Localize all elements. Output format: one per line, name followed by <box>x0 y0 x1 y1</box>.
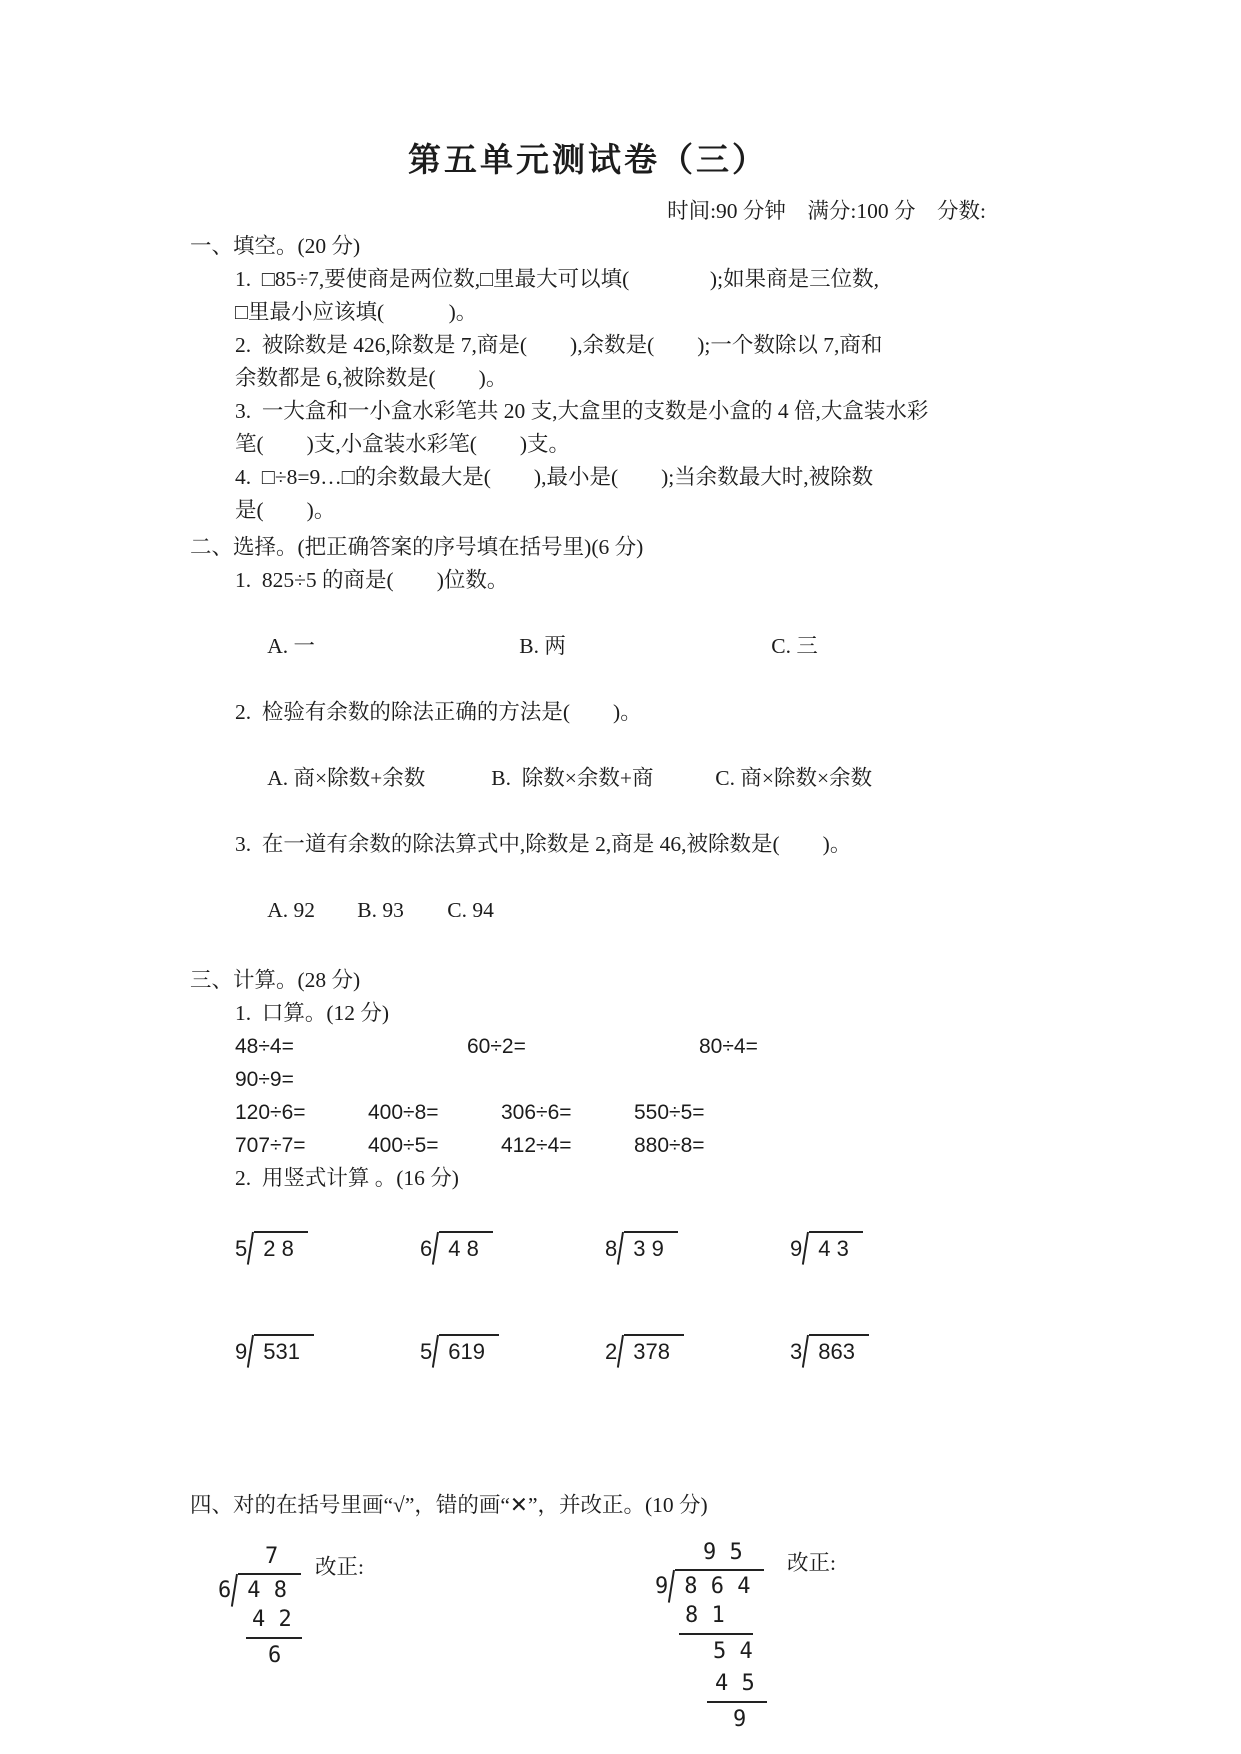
choice-option: B. 93 <box>357 898 404 922</box>
longdiv-divisor: 6 <box>420 1236 433 1261</box>
division-row <box>655 1569 764 1602</box>
longdiv-dividend: 4 3 <box>809 1231 863 1264</box>
oral-problem: 60÷2= <box>467 1035 526 1058</box>
fill-item-1-line-2: □里最小应该填( )。 <box>235 300 478 324</box>
longdiv-dividend: 531 <box>254 1334 314 1367</box>
exam-meta: 时间:90 分钟 满分:100 分 分数: <box>667 199 986 223</box>
correct-label-left: 改正: <box>315 1555 364 1579</box>
correct-label-right: 改正: <box>787 1551 836 1575</box>
oral-problem: 707÷7= <box>235 1134 306 1157</box>
page-title: 第五单元测试卷（三） <box>408 143 768 179</box>
vertical-calc-heading: 2. 用竖式计算 。(16 分) <box>235 1166 459 1190</box>
longdiv-problem <box>790 1231 863 1264</box>
oral-problem: 48÷4= <box>235 1035 294 1058</box>
section-fill-blanks <box>190 230 986 527</box>
fill-item-3-line-2: 笔( )支,小盒装水彩笔( )支。 <box>235 432 571 456</box>
oral-calc-row-2 <box>235 1096 986 1129</box>
section-fill-heading: 一、填空。(20 分) <box>190 234 361 258</box>
choice-option: C. 三 <box>771 634 818 658</box>
fill-item-4-line-1: 4. □÷8=9…□的余数最大是( ),最小是( );当余数最大时,被除数 <box>235 465 874 489</box>
choice-options-row-2 <box>235 729 986 828</box>
longdiv-divisor: 2 <box>605 1339 618 1364</box>
choice-option: A. 商×除数+余数 <box>267 766 426 790</box>
choice-options-row-3 <box>235 861 986 960</box>
longdiv-divisor: 5 <box>235 1236 248 1261</box>
longdiv-divisor: 9 <box>790 1236 803 1261</box>
choice-option: B. 两 <box>519 634 566 658</box>
choice-option: A. 92 <box>267 898 316 922</box>
section-choice <box>190 531 986 960</box>
longdiv-divisor: 5 <box>420 1339 433 1364</box>
oral-problem: 306÷6= <box>501 1101 572 1124</box>
oral-calc-heading: 1. 口算。(12 分) <box>235 1001 390 1025</box>
longdiv-divisor: 8 <box>605 1236 618 1261</box>
fill-item-2-line-2: 余数都是 6,被除数是( )。 <box>235 366 508 390</box>
work-step: 8 1 <box>679 1603 753 1635</box>
longdiv-problem <box>235 1231 420 1264</box>
oral-calc-row-3 <box>235 1129 986 1162</box>
section-choice-heading: 二、选择。(把正确答案的序号填在括号里)(6 分) <box>190 535 644 559</box>
quotient-line: 9 5 <box>703 1540 743 1565</box>
division-row <box>218 1573 301 1606</box>
longdiv-dividend: 619 <box>439 1334 499 1367</box>
choice-options-row-1 <box>235 597 986 696</box>
oral-problem: 120÷6= <box>235 1101 306 1124</box>
longdiv-problem <box>605 1231 790 1264</box>
work-step: 4 5 <box>707 1671 767 1703</box>
oral-problem: 80÷4= <box>699 1035 758 1058</box>
check-work-area <box>190 1526 986 1754</box>
longdiv-dividend: 4 8 <box>238 1573 301 1606</box>
oral-calc-row-1 <box>235 1030 986 1096</box>
fill-item-3-line-1: 3. 一大盒和一小盒水彩笔共 20 支,大盒里的支数是小盒的 4 倍,大盒装水彩 <box>235 399 929 423</box>
longdiv-divisor: 6 <box>218 1578 232 1603</box>
longdiv-problem <box>235 1334 420 1367</box>
oral-problem: 400÷8= <box>368 1101 439 1124</box>
section-check <box>190 1489 986 1754</box>
section-check-heading: 四、对的在括号里画“√”，错的画“✕”，并改正。(10 分) <box>190 1493 708 1517</box>
longdiv-problem <box>420 1334 605 1367</box>
longdiv-row-1 <box>235 1231 986 1264</box>
remainder: 9 <box>733 1707 747 1732</box>
choice-question-2: 2. 检验有余数的除法正确的方法是( )。 <box>235 700 642 724</box>
longdiv-row-2 <box>235 1334 986 1367</box>
longdiv-problem <box>605 1334 790 1367</box>
choice-option: B. 除数×余数+商 <box>491 766 654 790</box>
choice-option: C. 94 <box>447 898 494 922</box>
quotient-line: 7 <box>265 1544 279 1569</box>
oral-problem: 880÷8= <box>634 1134 705 1157</box>
choice-question-3: 3. 在一道有余数的除法算式中,除数是 2,商是 46,被除数是( )。 <box>235 832 852 856</box>
remainder: 6 <box>268 1643 282 1668</box>
oral-problem: 400÷5= <box>368 1134 439 1157</box>
longdiv-problem <box>420 1231 605 1264</box>
oral-problem: 550÷5= <box>634 1101 705 1124</box>
longdiv-divisor: 3 <box>790 1339 803 1364</box>
longdiv-divisor: 9 <box>235 1339 248 1364</box>
choice-option: A. 一 <box>267 634 316 658</box>
longdiv-divisor: 9 <box>655 1574 669 1599</box>
choice-question-1: 1. 825÷5 的商是( )位数。 <box>235 568 509 592</box>
fill-item-4-line-2: 是( )。 <box>235 498 336 522</box>
longdiv-dividend: 2 8 <box>254 1231 308 1264</box>
longdiv-dividend: 863 <box>809 1334 869 1367</box>
fill-item-1-line-1: 1. □85÷7,要使商是两位数,□里最大可以填( );如果商是三位数, <box>235 267 879 291</box>
fill-item-2-line-1: 2. 被除数是 426,除数是 7,商是( ),余数是( );一个数除以 7,商和 <box>235 333 883 357</box>
choice-option: C. 商×除数×余数 <box>715 766 873 790</box>
longdiv-dividend: 378 <box>624 1334 684 1367</box>
oral-problem: 412÷4= <box>501 1134 572 1157</box>
longdiv-dividend: 8 6 4 <box>675 1569 764 1602</box>
longdiv-dividend: 3 9 <box>624 1231 678 1264</box>
longdiv-dividend: 4 8 <box>439 1231 493 1264</box>
longdiv-problem <box>790 1334 869 1367</box>
work-step: 4 2 <box>246 1607 302 1639</box>
section-calc <box>190 964 986 1367</box>
work-step: 5 4 <box>713 1639 753 1664</box>
section-calc-heading: 三、计算。(28 分) <box>190 968 361 992</box>
oral-problem: 90÷9= <box>235 1068 294 1091</box>
